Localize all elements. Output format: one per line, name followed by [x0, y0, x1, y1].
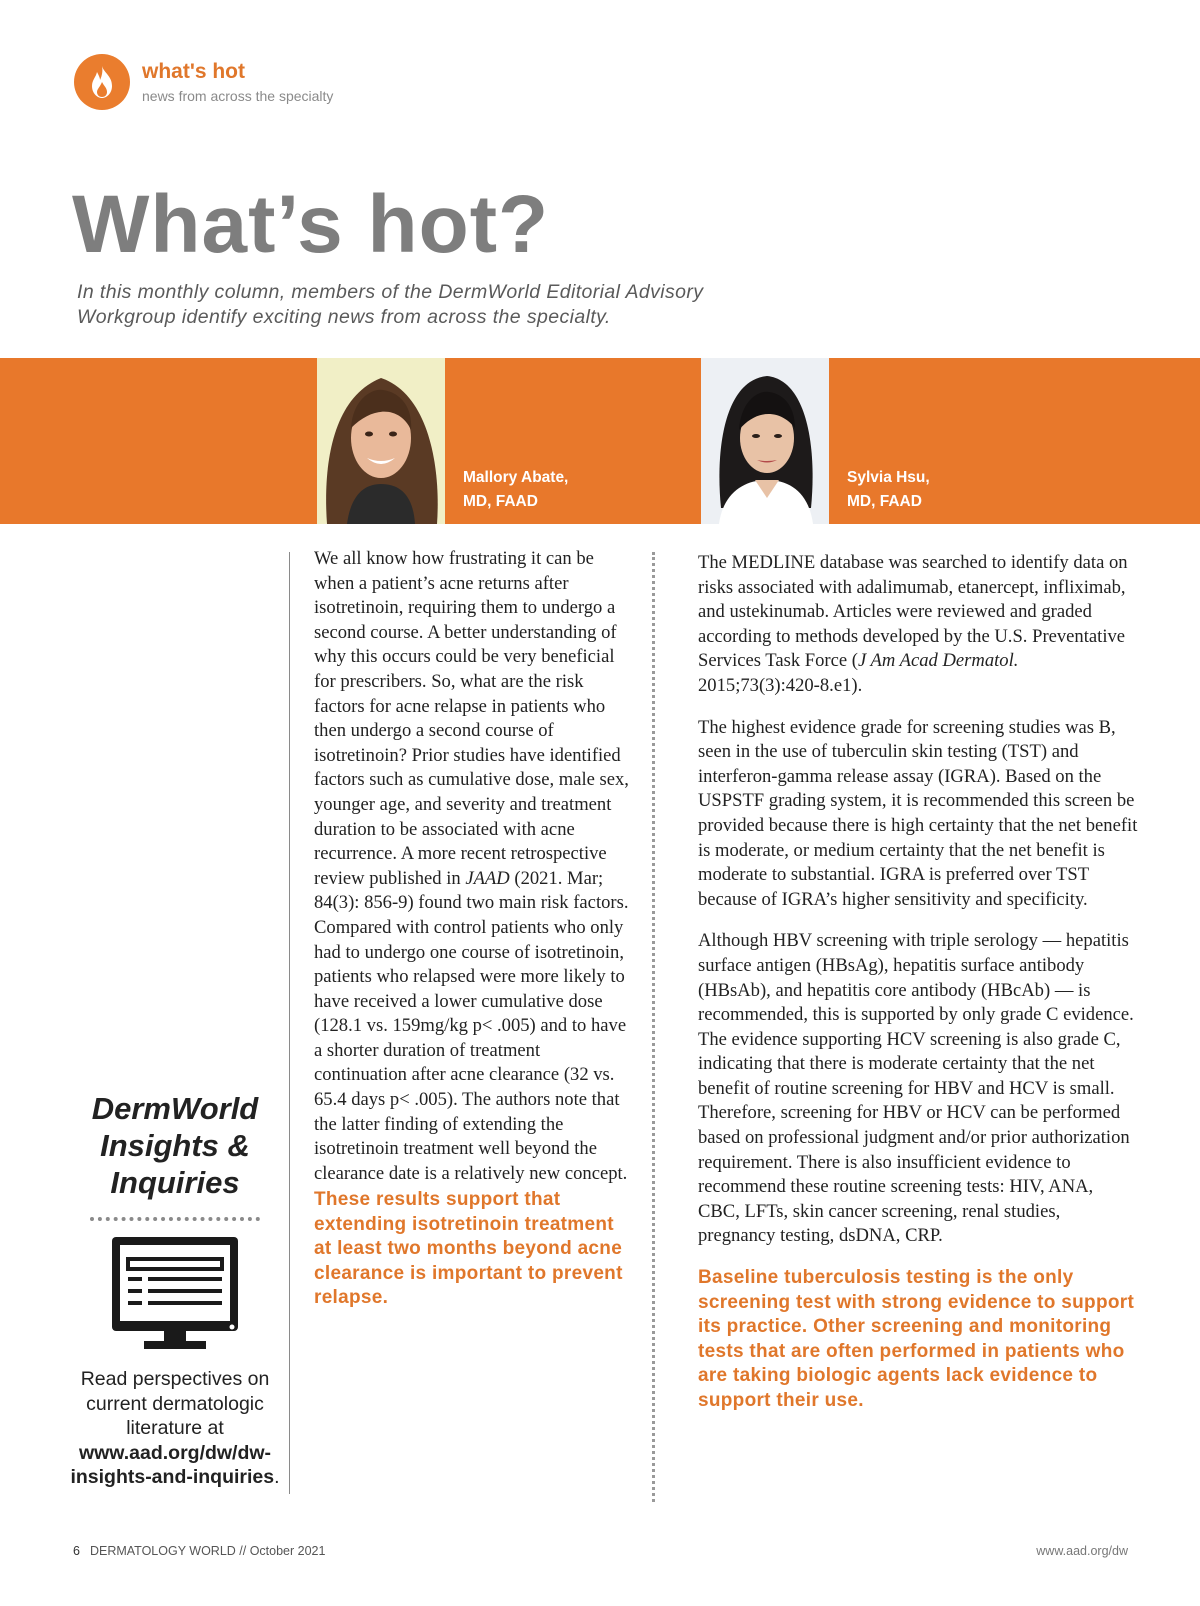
insights-link[interactable]: www.aad.org/dw/dw-insights-and-inquiries — [70, 1441, 275, 1488]
article-column-biologics — [698, 551, 1138, 1430]
author-photo-mallory-abate — [317, 358, 445, 524]
page-title: What’s hot? — [72, 179, 550, 270]
sidebar-title: DermWorld Insights & Inquiries — [91, 1091, 259, 1200]
article-highlight: Baseline tuberculosis testing is the only screening test with strong evidence to support its practice. Other screening and monitoring tests that are often performed in patients who are taking biologic agents lack evidence to support their use. — [698, 1267, 1135, 1411]
article-paragraph: The MEDLINE database was searched to identify data on risks associated with adalimumab, etanercept, infliximab, and ustekinumab. Articles were reviewed and graded according to methods developed by the U.S. Preventative Services Task Force (J Am Acad Dermatol. 2015;73(3):420-8.e1). — [698, 552, 1128, 696]
page-number: 6 — [73, 1544, 80, 1558]
section-brand-subtitle: news from across the specialty — [142, 88, 334, 104]
author-band — [0, 358, 1200, 524]
column-divider-solid — [289, 552, 290, 1494]
article-paragraph: Although HBV screening with triple serology — hepatitis surface antigen (HBsAg), hepatitis surface antibody (HBsAb), and hepatitis core antibody (HBcAb) — is recommended, this is supported by only grade C evidence. The evidence supporting HCV screening is also grade C, indicating that there is moderate certainty that the net benefit of routine screening for HBV and HCV is small. Therefore, screening for HBV or HCV can be performed based on professional judgment and/or prior authorization requirement. There is also insufficient evidence to recommend these routine screening tests: HIV, ANA, CBC, LFTs, skin cancer screening, renal studies, pregnancy testing, dsDNA, CRP. — [698, 930, 1134, 1247]
article-highlight: These results support that extending isotretinoin treatment at least two months beyond acne clearance is important to prevent relapse. — [314, 1189, 623, 1309]
footer-url[interactable]: www.aad.org/dw — [1036, 1544, 1128, 1558]
monitor-icon — [110, 1235, 240, 1351]
author-photo-sylvia-hsu — [701, 358, 829, 524]
flame-icon — [87, 65, 117, 99]
article-body: We all know how frustrating it can be when a patient’s acne returns after isotretinoin, requiring them to undergo a second course. A better understanding of why this occurs could be very beneficial for prescribers. So, what are the risk factors for acne relapse in patients who then undergo a second course of isotretinoin? Prior studies have identified factors such as cumulative dose, male sex, younger age, and severity and treatment duration to be associated with acne recurrence. A more recent retrospective review published in — [314, 548, 629, 889]
sidebar-dotted-divider — [90, 1217, 260, 1221]
footer-publication — [73, 1544, 325, 1558]
flame-badge — [74, 54, 130, 110]
author-name-mallory-abate: Mallory Abate, MD, FAAD — [463, 469, 569, 510]
article-paragraph: The highest evidence grade for screening studies was B, seen in the use of tuberculin skin testing (TST) and interferon-gamma release assay (IGRA). Based on the USPSTF grading system, it is recommended this screen be provided because there is high certainty that the net benefit is moderate, or medium certainty that the net benefit is moderate to substantial. IGRA is preferred over TST because of IGRA’s higher sensitivity and specificity. — [698, 716, 1138, 910]
journal-name: JAAD — [465, 867, 510, 889]
author-name-sylvia-hsu: Sylvia Hsu, MD, FAAD — [847, 469, 930, 510]
section-brand-title: what's hot — [142, 60, 245, 83]
article-column-isotretinoin — [314, 547, 634, 1311]
intro-text: In this monthly column, members of the DermWorld Editorial Advisory Workgroup identify exciting news from across the specialty. — [77, 281, 704, 328]
sidebar-text: Read perspectives on current dermatologic literature at www.aad.org/dw/dw-insights-and-inquiries. — [70, 1368, 280, 1488]
article-body: (2021. Mar; 84(3): 856-9) found two main risk factors. Compared with control patients who only had to undergo one course of isotretinoin, patients who relapsed were more likely to have received a lower cumulative dose (128.1 vs. 159mg/kg p< .005) and to have a shorter duration of treatment continuation after acne clearance (32 vs. 65.4 days p< .005). The authors note that the latter finding of extending the isotretinoin treatment well beyond the clearance date is a relatively new concept. — [314, 867, 629, 1184]
publication-name: DERMATOLOGY WORLD // October 2021 — [89, 1544, 326, 1558]
insights-sidebar — [70, 1090, 280, 1490]
column-divider-dotted — [652, 552, 655, 1502]
